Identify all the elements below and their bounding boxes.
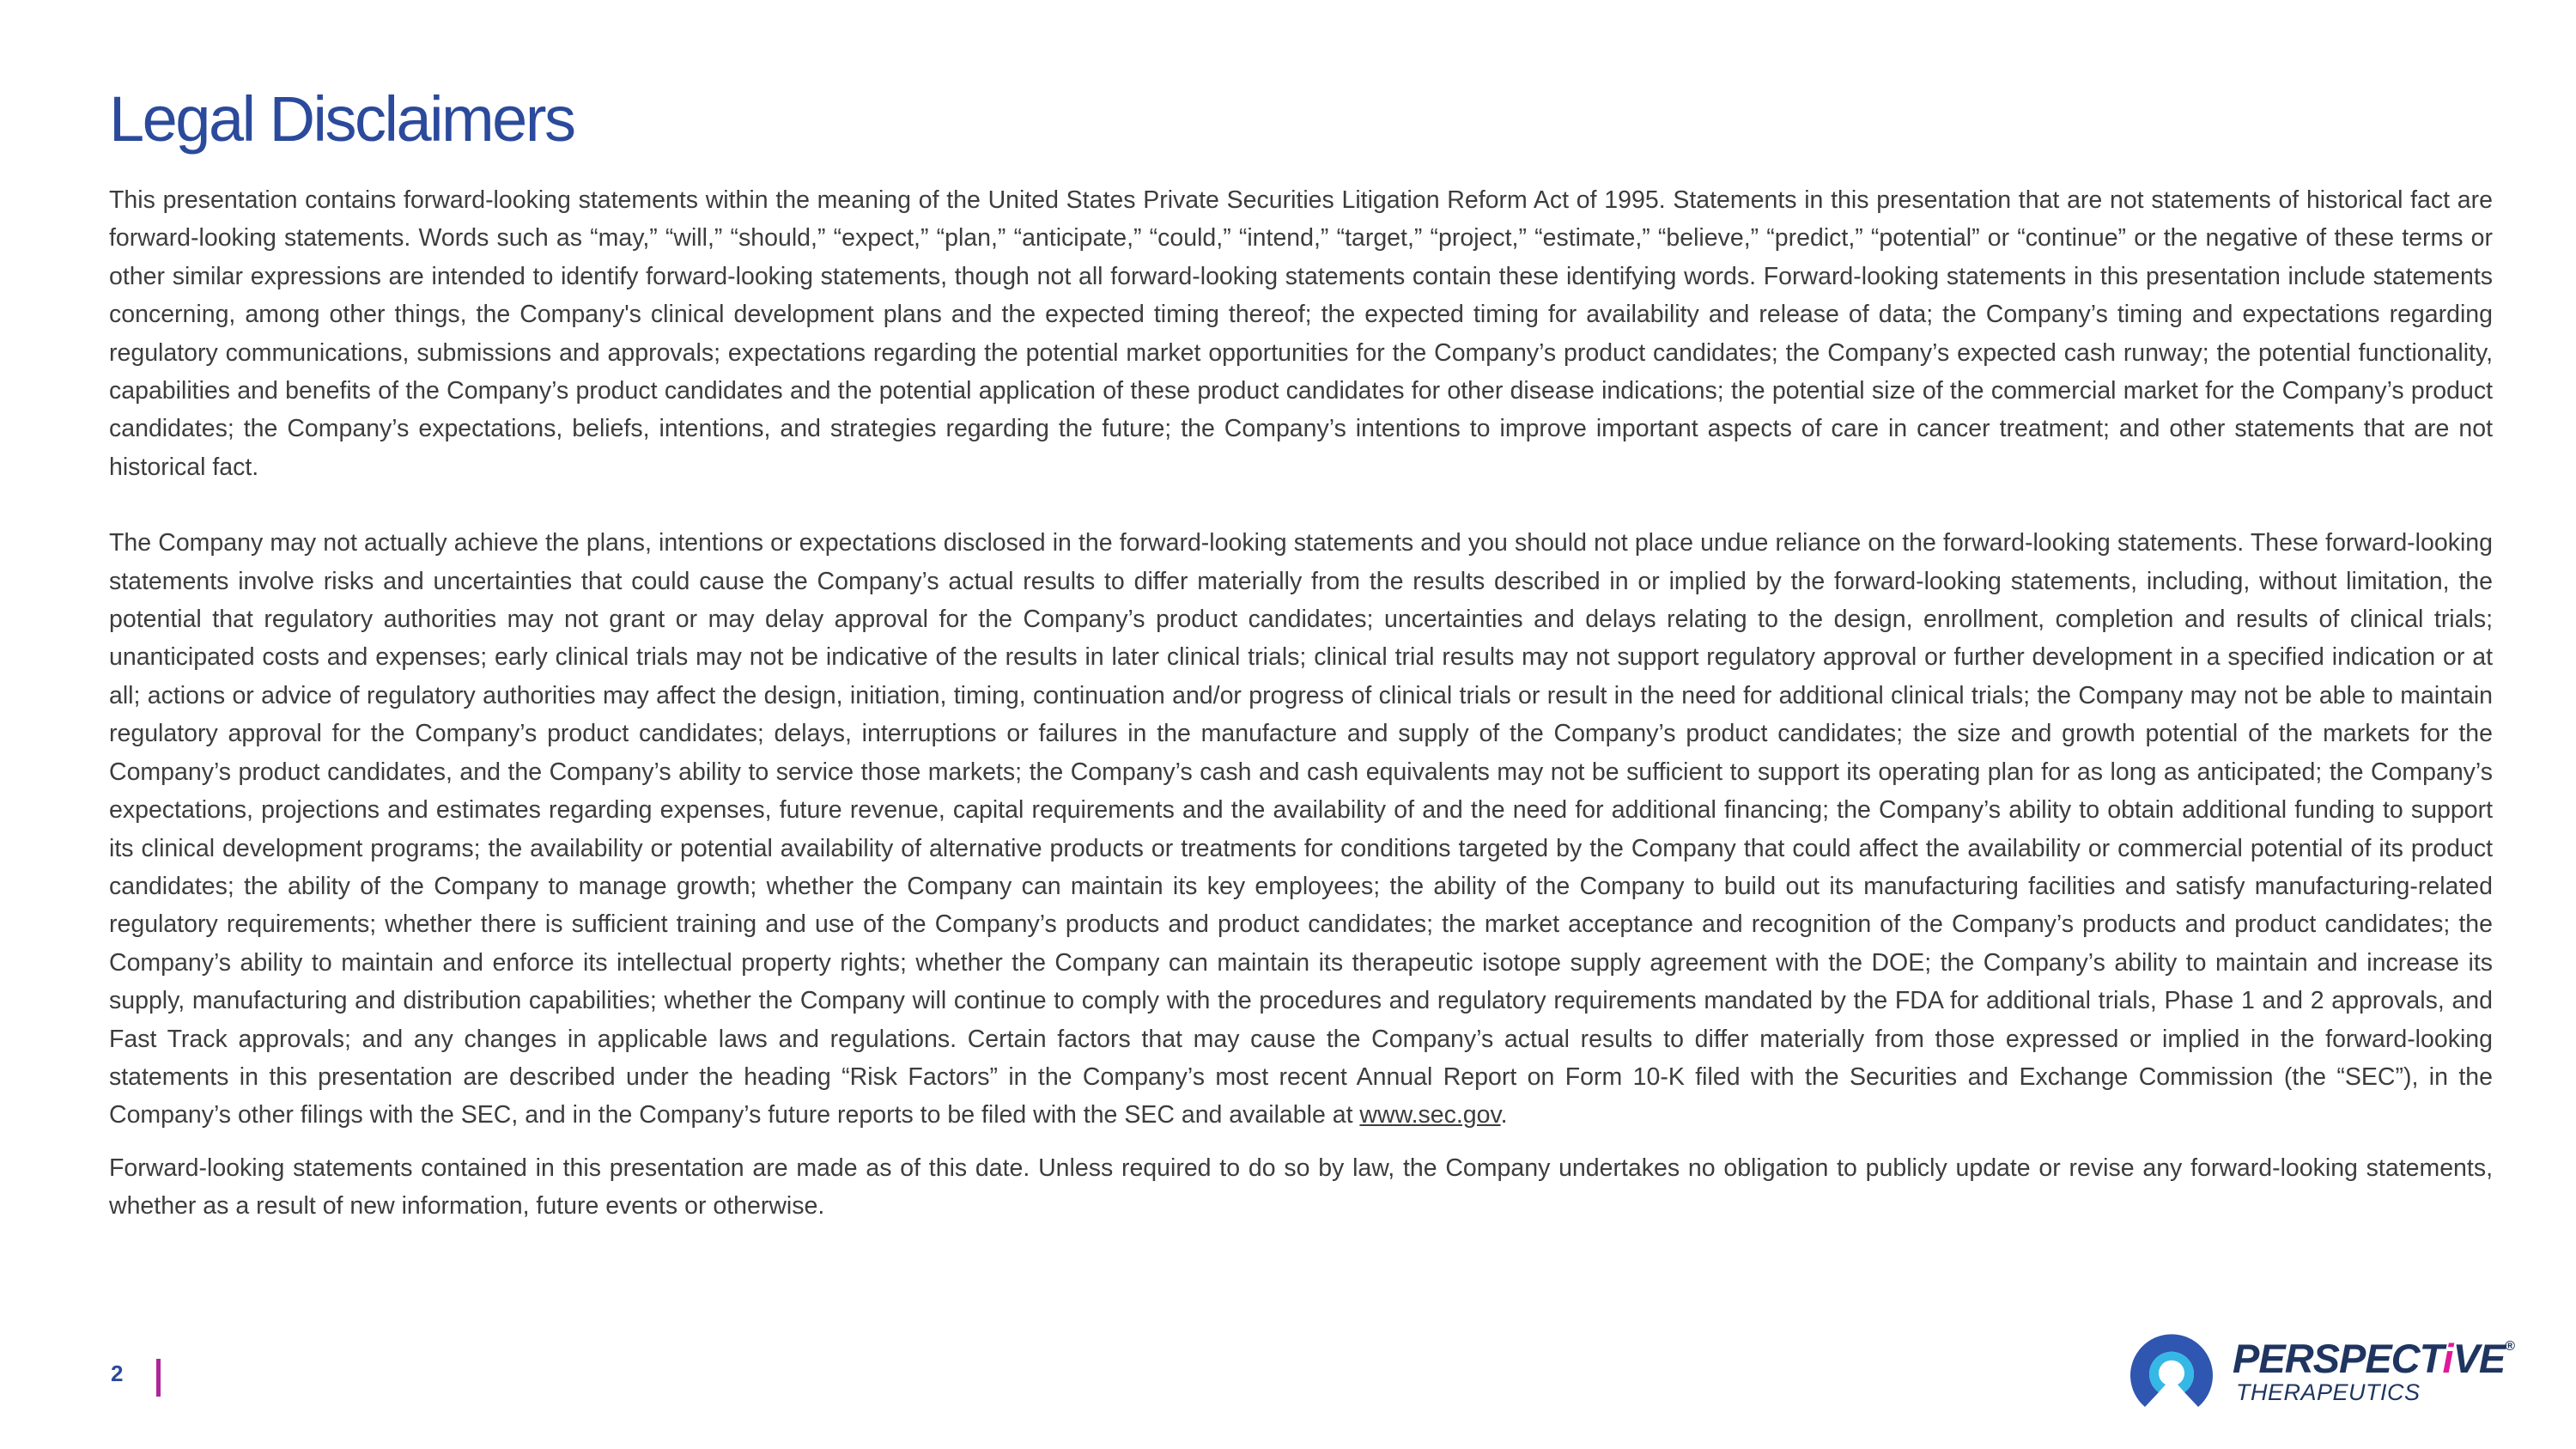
company-logo — [2123, 1330, 2523, 1416]
page-number-divider — [156, 1359, 161, 1397]
paragraph-risks-text: The Company may not actually achieve the plans, intentions or expectations disclosed in the forward-looking statements and you should not place undue reliance on the forward-looking statements. These forward-looking statements involve risks and uncertainties that could cause the Company’s actual results to differ materially from the results described in or implied by the forward-looking statements, including, without limitation, the potential that regulatory authorities may not grant or may delay approval for the Company’s product candidates; uncertainties and delays relating to the design, enrollment, completion and results of clinical trials; unanticipated costs and expenses; early clinical trials may not be indicative of the results in later clinical trials; clinical trial results may not support regulatory approval or further development in a specified indication or at all; actions or advice of regulatory authorities may affect the design, initiation, timing, continuation and/or progress of clinical trials or result in the need for additional clinical trials; the Company may not be able to maintain regulatory approval for the Company’s product candidates; delays, interruptions or failures in the manufacture and supply of the Company’s product candidates; the size and growth potential of the markets for the Company’s product candidates, and the Company’s ability to service those markets; the Company’s cash and cash equivalents may not be sufficient to support its operating plan for as long as anticipated; the Company’s expectations, projections and estimates regarding expenses, future revenue, capital requirements and the availability of and the need for additional financing; the Company’s ability to obtain additional funding to support its clinical development programs; the availability or potential availability of alternative products or treatments for conditions targeted by the Company that could affect the availability or commercial potential of its product candidates; the ability of the Company to manage growth; whether the Company can maintain its key employees; the ability of the Company to build out its manufacturing facilities and satisfy manufacturing-related regulatory requirements; whether there is sufficient training and use of the Company’s products and product candidates; the market acceptance and recognition of the Company’s products and product candidates; the Company’s ability to maintain and enforce its intellectual property rights; whether the Company can maintain its therapeutic isotope supply agreement with the DOE; the Company’s ability to maintain and increase its supply, manufacturing and distribution capabilities; whether the Company will continue to comply with the procedures and regulatory requirements mandated by the FDA for additional trials, Phase 1 and 2 approvals, and Fast Track approvals; and any changes in applicable laws and regulations. Certain factors that may cause the Company’s actual results to differ materially from those expressed or implied in the forward-looking statements in this presentation are described under the heading “Risk Factors” in the Company’s most recent Annual Report on Form 10-K filed with the Securities and Exchange Commission (the “SEC”), in the Company’s other filings with the SEC, and in the Company’s future reports to be filed with the SEC and available at — [109, 529, 2493, 1129]
paragraph-risks-end: . — [1500, 1101, 1508, 1129]
logo-word-part-a: PERSPECT — [2233, 1336, 2443, 1381]
registered-mark: ® — [2505, 1339, 2515, 1354]
page-title: Legal Disclaimers — [109, 83, 574, 155]
paragraph-no-update-obligation: Forward-looking statements contained in this presentation are made as of this date. Unless required to do so by law, the Company undertakes no obligation to publicly update or revise any forward-looking statements, whether as a result of new information, future events or otherwise. — [109, 1154, 2493, 1221]
perspective-logo-icon — [2123, 1330, 2217, 1416]
disclaimer-body — [109, 181, 2493, 1226]
logo-subtitle: THERAPEUTICS — [2236, 1379, 2421, 1405]
logo-word-part-b: VE — [2452, 1336, 2506, 1381]
sec-gov-link[interactable]: www.sec.gov — [1359, 1101, 1501, 1129]
paragraph-forward-looking-intro: This presentation contains forward-looking statements within the meaning of the United States Private Securities Litigation Reform Act of 1995. Statements in this presentation that are not statements of historical fact are forward-looking statements. Words such as “may,” “will,” “should,” “expect,” “plan,” “anticipate,” “could,” “intend,” “target,” “project,” “estimate,” “believe,” “predict,” “potential” or “continue” or the negative of these terms or other similar expressions are intended to identify forward-looking statements, though not all forward-looking statements contain these identifying words. Forward-looking statements in this presentation include statements concerning, among other things, the Company's clinical development plans and the expected timing thereof; the expected timing for availability and release of data; the Company’s timing and expectations regarding regulatory communications, submissions and approvals; expectations regarding the potential market opportunities for the Company’s product candidates; the Company’s expected cash runway; the potential functionality, capabilities and benefits of the Company’s product candidates and the potential application of these product candidates for other disease indications; the potential size of the commercial market for the Company’s product candidates; the Company’s expectations, beliefs, intentions, and strategies regarding the future; the Company’s intentions to improve important aspects of care in cancer treatment; and other statements that are not historical fact. — [109, 186, 2493, 481]
logo-word-accent: i — [2442, 1336, 2453, 1381]
logo-wordmark — [2233, 1338, 2514, 1379]
page-number: 2 — [111, 1361, 124, 1386]
paragraph-risks — [109, 524, 2493, 1135]
